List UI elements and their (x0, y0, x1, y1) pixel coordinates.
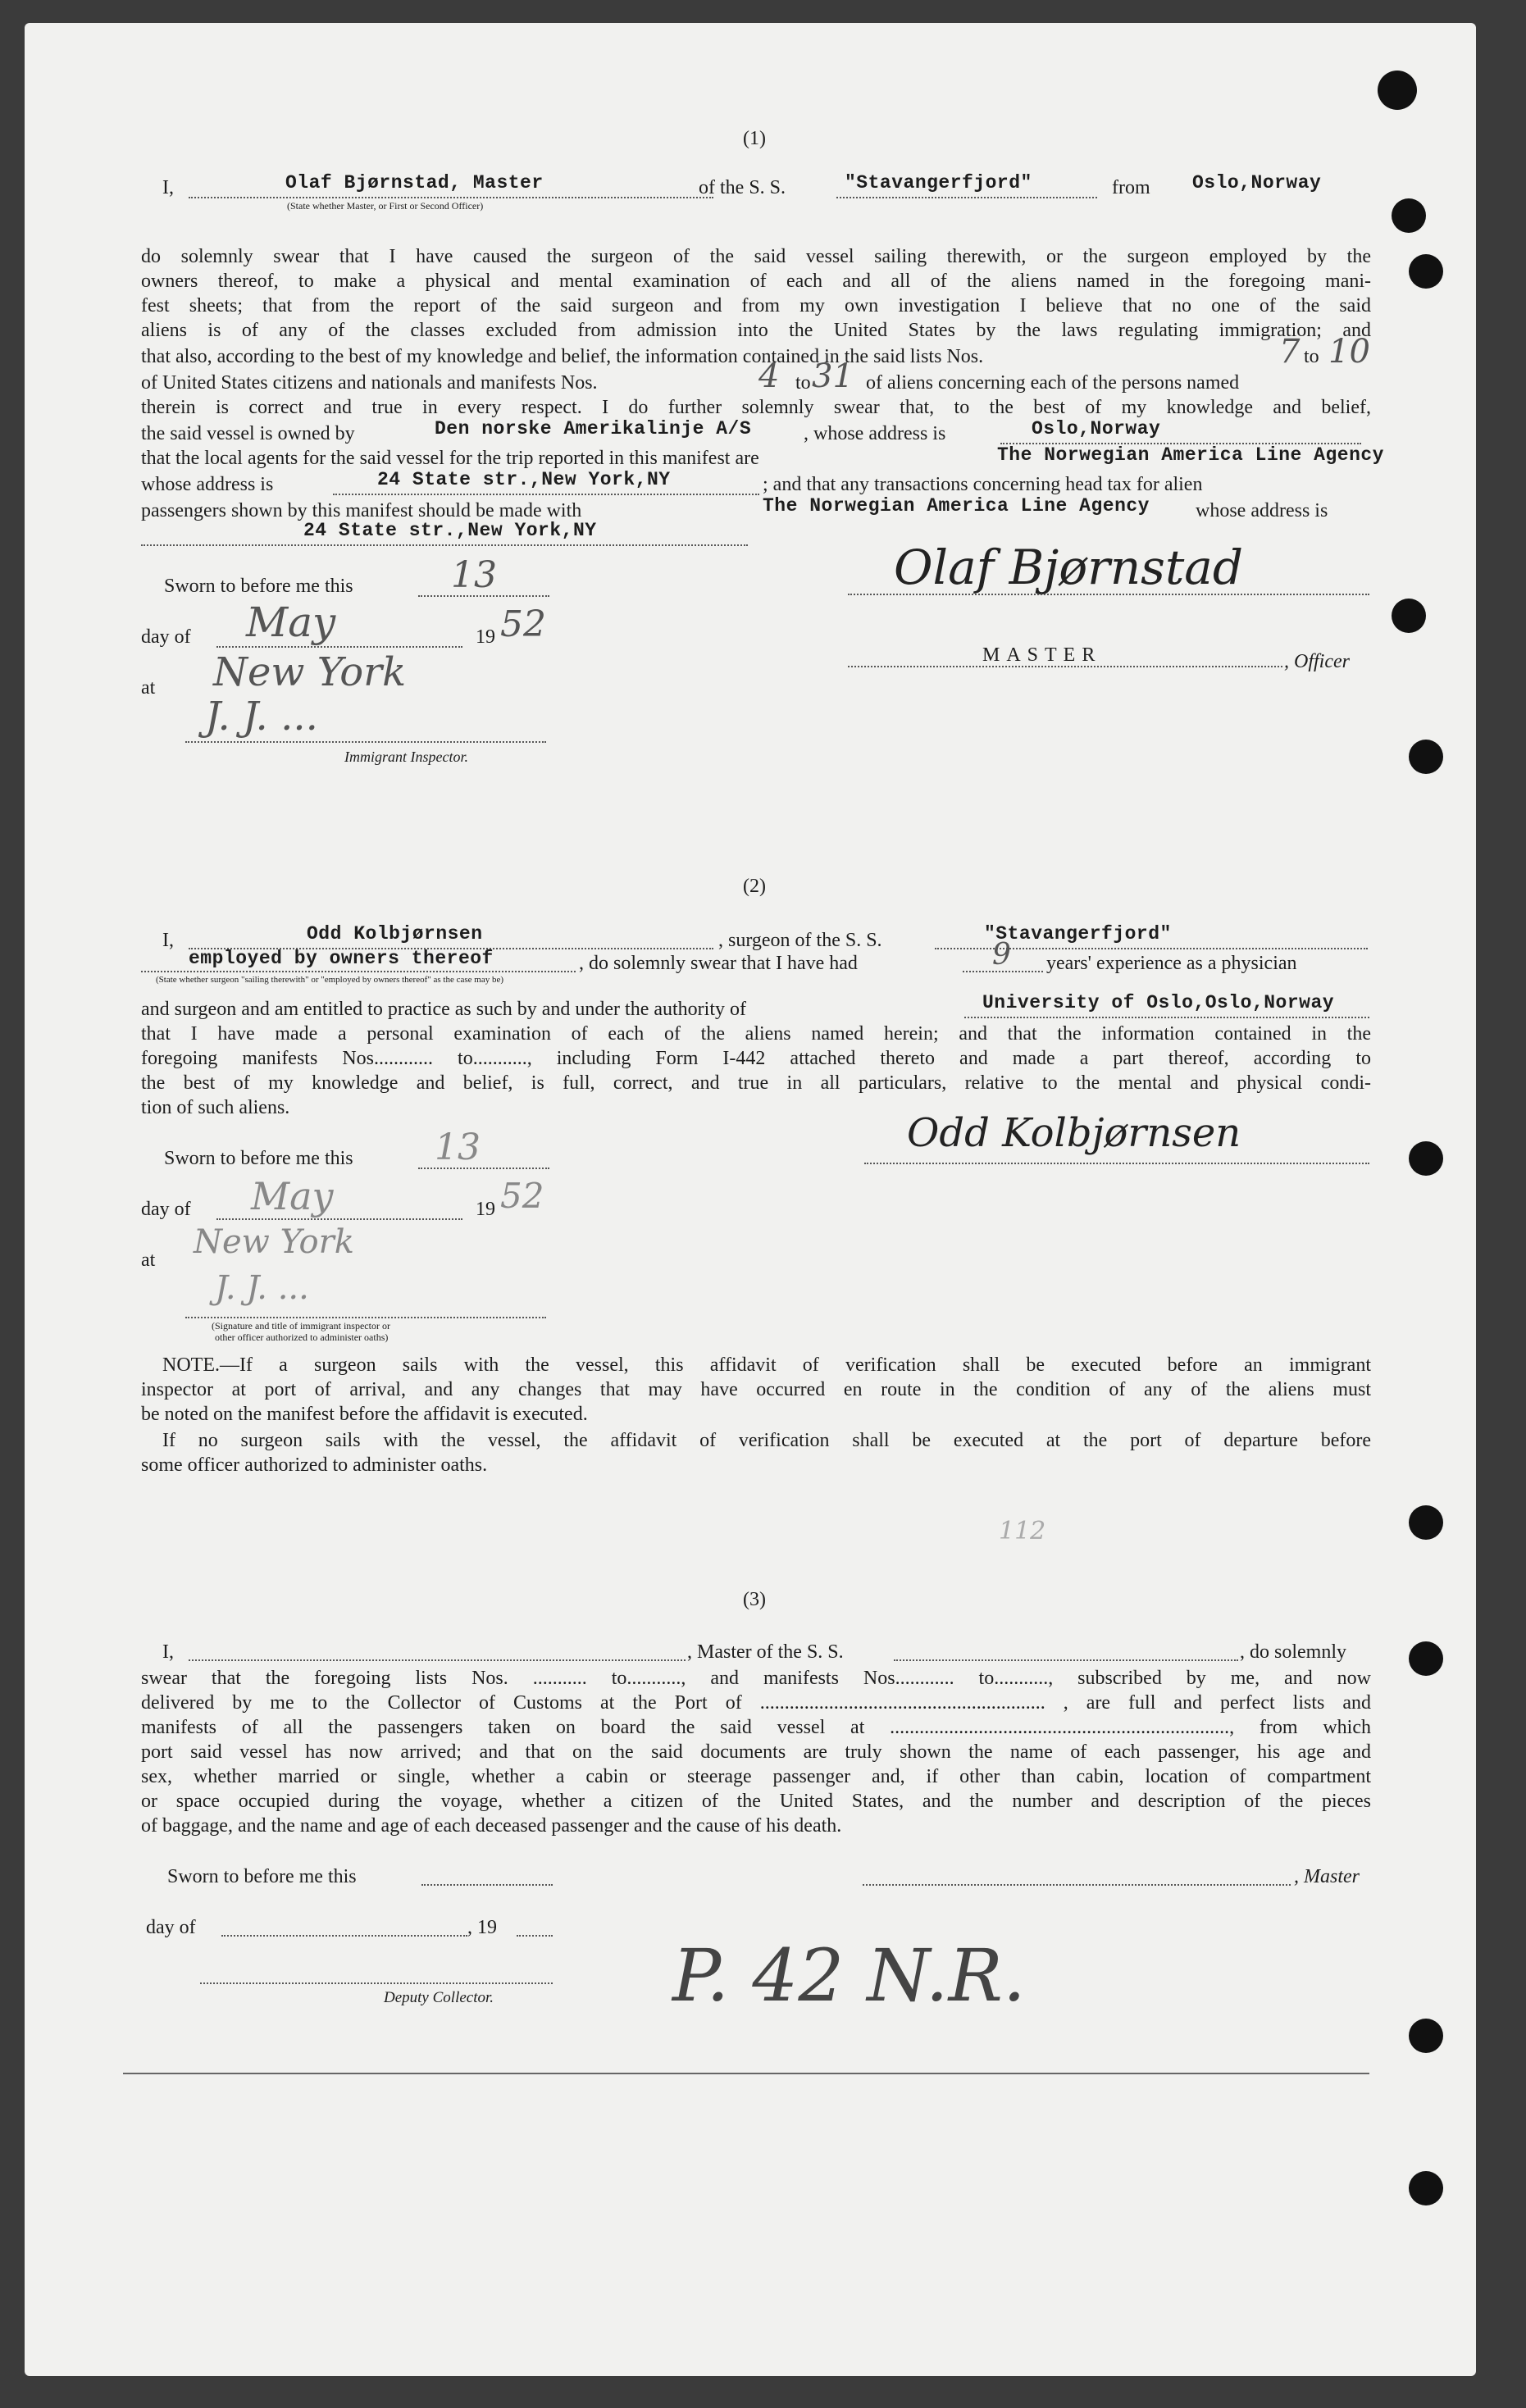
manifest-from: 4 (758, 357, 780, 395)
ship-name-2: "Stavangerfjord" (984, 923, 1172, 945)
punch-hole (1409, 1641, 1443, 1676)
s2-swear: , do solemnly swear that I have had (579, 953, 858, 974)
s3-sworn-label: Sworn to before me this (167, 1866, 357, 1887)
s2-sig-hint1: (Signature and title of immigrant inspector or (212, 1320, 390, 1331)
punch-hole (1392, 599, 1426, 633)
s2-officer-signature: J. J. ... (215, 1269, 309, 1307)
s1-sworn-day: 13 (451, 554, 497, 596)
punch-hole (1409, 254, 1443, 289)
s1-inspector-dotline (185, 741, 546, 743)
s1-inspector-signature: J. J. ... (205, 694, 318, 740)
authority-dotline (964, 1017, 1369, 1018)
note-line5: some officer authorized to administer oaths. (141, 1454, 488, 1476)
s2-year-prefix: 19 (476, 1199, 495, 1220)
s1-line10a: whose address is (141, 474, 274, 495)
punch-hole (1378, 71, 1417, 110)
section2-number: (2) (743, 876, 766, 897)
s3-master-dotline (189, 1659, 686, 1661)
label-to-manifests: to (795, 372, 811, 394)
lists-from: 7 (1279, 333, 1301, 371)
s1-day-of: day of (141, 626, 191, 648)
officer-label: , Officer (1284, 651, 1350, 672)
s3-solemnly: , do solemnly (1240, 1641, 1346, 1663)
s3-year-prefix: , 19 (467, 1917, 497, 1938)
s2-at-label: at (141, 1250, 156, 1271)
from-port: Oslo,Norway (1192, 172, 1322, 193)
s2-sworn-month: May (251, 1174, 334, 1218)
authority: University of Oslo,Oslo,Norway (982, 992, 1335, 1013)
s2-line5: the best of my knowledge and belief, is full, correct, and true in all particulars, relative to the mental and physical condi- (141, 1072, 1371, 1094)
s1-at-label: at (141, 677, 156, 699)
agents-address: 24 State str.,New York,NY (377, 469, 671, 490)
s1-line7: therein is correct and true in every respect. I do further solemnly swear that, to the best of my knowledge and belief, (141, 397, 1371, 418)
s1-sworn-label: Sworn to before me this (164, 576, 353, 597)
bottom-rule (123, 2073, 1369, 2074)
master-name: Olaf Bjørnstad, Master (285, 172, 544, 193)
master-name-dotline (189, 197, 713, 198)
manifest-page (25, 23, 1476, 2376)
employment-hint: (State whether surgeon "sailing therewith" or "employed by owners thereof" as the case may be) (156, 975, 504, 985)
headtax-agency: The Norwegian America Line Agency (763, 495, 1150, 517)
s1-line4: aliens is of any of the classes excluded from admission into the United States by the laws regulating immigration; and (141, 320, 1371, 341)
surgeon-signature: Odd Kolbjørnsen (907, 1110, 1241, 1156)
master-hint: (State whether Master, or First or Second Officer) (287, 200, 484, 212)
note-line3: be noted on the manifest before the affidavit is executed. (141, 1404, 588, 1425)
s3-ship-dotline (894, 1659, 1238, 1661)
s1-line3: fest sheets; that from the report of the said surgeon and from my own investigation I believe that no one of the said (141, 295, 1371, 316)
years-dotline (963, 971, 1043, 972)
s3-line7: or space occupied during the voyage, whether a citizen of the United States, and the number and description of the pieces (141, 1791, 1371, 1812)
years: 9 (992, 938, 1011, 972)
s3-sworn-dotline (421, 1884, 553, 1886)
punch-hole (1409, 1505, 1443, 1540)
headtax-address: 24 State str.,New York,NY (303, 520, 597, 541)
s1-line6b: of aliens concerning each of the persons named (866, 372, 1240, 394)
margin-note-112: 112 (999, 1517, 1046, 1545)
owner: Den norske Amerikalinje A/S (435, 418, 752, 439)
master-signature-dotline (848, 594, 1369, 595)
s3-deputy-label: Deputy Collector. (384, 1989, 494, 2006)
lists-to: 10 (1328, 333, 1370, 371)
label-of-ss: of the S. S. (699, 177, 786, 198)
s3-line6: sex, whether married or single, whether a cabin or steerage passenger and, if other than cabin, location of compartment (141, 1766, 1371, 1787)
s2-line4: foregoing manifests Nos............ to..........., including Form I-442 attached thereto and made a part thereof, according to (141, 1048, 1371, 1069)
s3-line8: of baggage, and the name and age of each deceased passenger and the cause of his death. (141, 1815, 842, 1837)
s2-sworn-place: New York (194, 1223, 354, 1261)
headtax-address-dotline (141, 544, 748, 546)
s3-master-sig-dotline (863, 1884, 1291, 1886)
s2-line3: that I have made a personal examination of each of the aliens named herein; and that the information contained in the (141, 1023, 1371, 1045)
note-line4: If no surgeon sails with the vessel, the affidavit of verification shall be executed at the port of departure before (162, 1430, 1371, 1451)
s2-label-i: I, (162, 930, 174, 951)
master-title: MASTER (982, 644, 1102, 666)
s1-line5 (141, 344, 983, 369)
label-to-lists: to (1304, 346, 1319, 367)
employment-dotline (141, 971, 576, 972)
section1-header-line (162, 175, 174, 200)
agents-address-dotline (333, 494, 759, 495)
punch-hole (1392, 198, 1426, 233)
s1-month-dotline (216, 646, 462, 648)
owner-address: Oslo,Norway (1032, 418, 1161, 439)
punch-hole (1409, 740, 1443, 774)
s1-line5-text: that also, according to the best of my knowledge and belief, the information contained in the said lists Nos. (141, 346, 984, 367)
s3-deputy-dotline (200, 1982, 553, 1984)
s3-month-dotline (221, 1935, 467, 1937)
s3-line4: manifests of all the passengers taken on board the said vessel at ....................................................................., from which (141, 1717, 1371, 1738)
s2-day-of: day of (141, 1199, 191, 1220)
s1-sworn-year: 52 (500, 603, 546, 645)
s2-month-dotline (216, 1218, 462, 1220)
s2-line2a: and surgeon and am entitled to practice as such by and under the authority of (141, 999, 746, 1020)
s1-line8a: the said vessel is owned by (141, 423, 355, 444)
s1-line8b: , whose address is (804, 423, 946, 444)
s2-years-label: years' experience as a physician (1046, 953, 1297, 974)
label-from: from (1112, 177, 1150, 198)
s1-line11b: whose address is (1196, 500, 1328, 521)
s3-master-label: , Master (1294, 1866, 1360, 1887)
s2-sig-hint2: other officer authorized to administer oaths) (215, 1331, 389, 1343)
s2-surgeon-of: , surgeon of the S. S. (718, 930, 882, 951)
master-signature: Olaf Bjørnstad (894, 539, 1243, 595)
s3-label-i: I, (162, 1641, 174, 1663)
ship-dotline (836, 197, 1097, 198)
surgeon-name: Odd Kolbjørnsen (307, 923, 483, 945)
s1-year-prefix: 19 (476, 626, 495, 648)
s1-line6a: of United States citizens and nationals and manifests Nos. (141, 372, 598, 394)
s1-line2: owners thereof, to make a physical and mental examination of each and all of the aliens named in the foregoing mani- (141, 271, 1371, 292)
punch-hole (1409, 2171, 1443, 2205)
s1-line9a: that the local agents for the said vessel for the trip reported in this manifest are (141, 448, 759, 469)
bottom-handwritten-note: P. 42 N.R. (672, 1933, 1026, 2018)
agents: The Norwegian America Line Agency (997, 444, 1384, 466)
section1-number: (1) (743, 128, 766, 149)
s1-inspector-label: Immigrant Inspector. (344, 749, 468, 765)
s2-officer-dotline (185, 1317, 546, 1318)
s3-master-of: , Master of the S. S. (687, 1641, 844, 1663)
s1-sworn-month: May (246, 599, 336, 646)
s1-line11a: passengers shown by this manifest should be made with (141, 500, 582, 521)
manifest-to: 31 (812, 357, 854, 395)
surgeon-signature-dotline (864, 1163, 1369, 1164)
s3-line5: port said vessel has now arrived; and that on the said documents are truly shown the name of each passenger, his age and (141, 1741, 1371, 1763)
s3-line2: swear that the foregoing lists Nos. ........... to..........., and manifests Nos............ to..........., subscribed by me, and now (141, 1668, 1371, 1689)
note-line1: NOTE.—If a surgeon sails with the vessel, this affidavit of verification shall be executed before an immigrant (162, 1354, 1371, 1376)
s3-line3: delivered by me to the Collector of Customs at the Port of .......................................................... , are full and perfect lists and (141, 1692, 1371, 1714)
master-title-dotline (848, 666, 1282, 667)
employment: employed by owners thereof (189, 948, 494, 969)
s1-line1: do solemnly swear that I have caused the surgeon of the said vessel sailing therewith, or the surgeon employed by the (141, 246, 1371, 267)
s2-sworn-label: Sworn to before me this (164, 1148, 353, 1169)
note-line2: inspector at port of arrival, and any changes that may have occurred en route in the condition of any of the aliens must (141, 1379, 1371, 1400)
s2-sworn-day: 13 (435, 1127, 481, 1168)
s1-line10b: ; and that any transactions concerning head tax for alien (763, 474, 1203, 495)
s3-year-dotline (517, 1935, 553, 1937)
ship-name-1: "Stavangerfjord" (845, 172, 1032, 193)
s2-sworn-year: 52 (500, 1176, 544, 1216)
s1-sworn-place: New York (213, 649, 407, 695)
label-i: I, (162, 177, 174, 198)
section3-number: (3) (743, 1589, 766, 1610)
punch-hole (1409, 2019, 1443, 2053)
punch-hole (1409, 1141, 1443, 1176)
s3-day-of: day of (146, 1917, 196, 1938)
s2-line6: tion of such aliens. (141, 1097, 290, 1118)
